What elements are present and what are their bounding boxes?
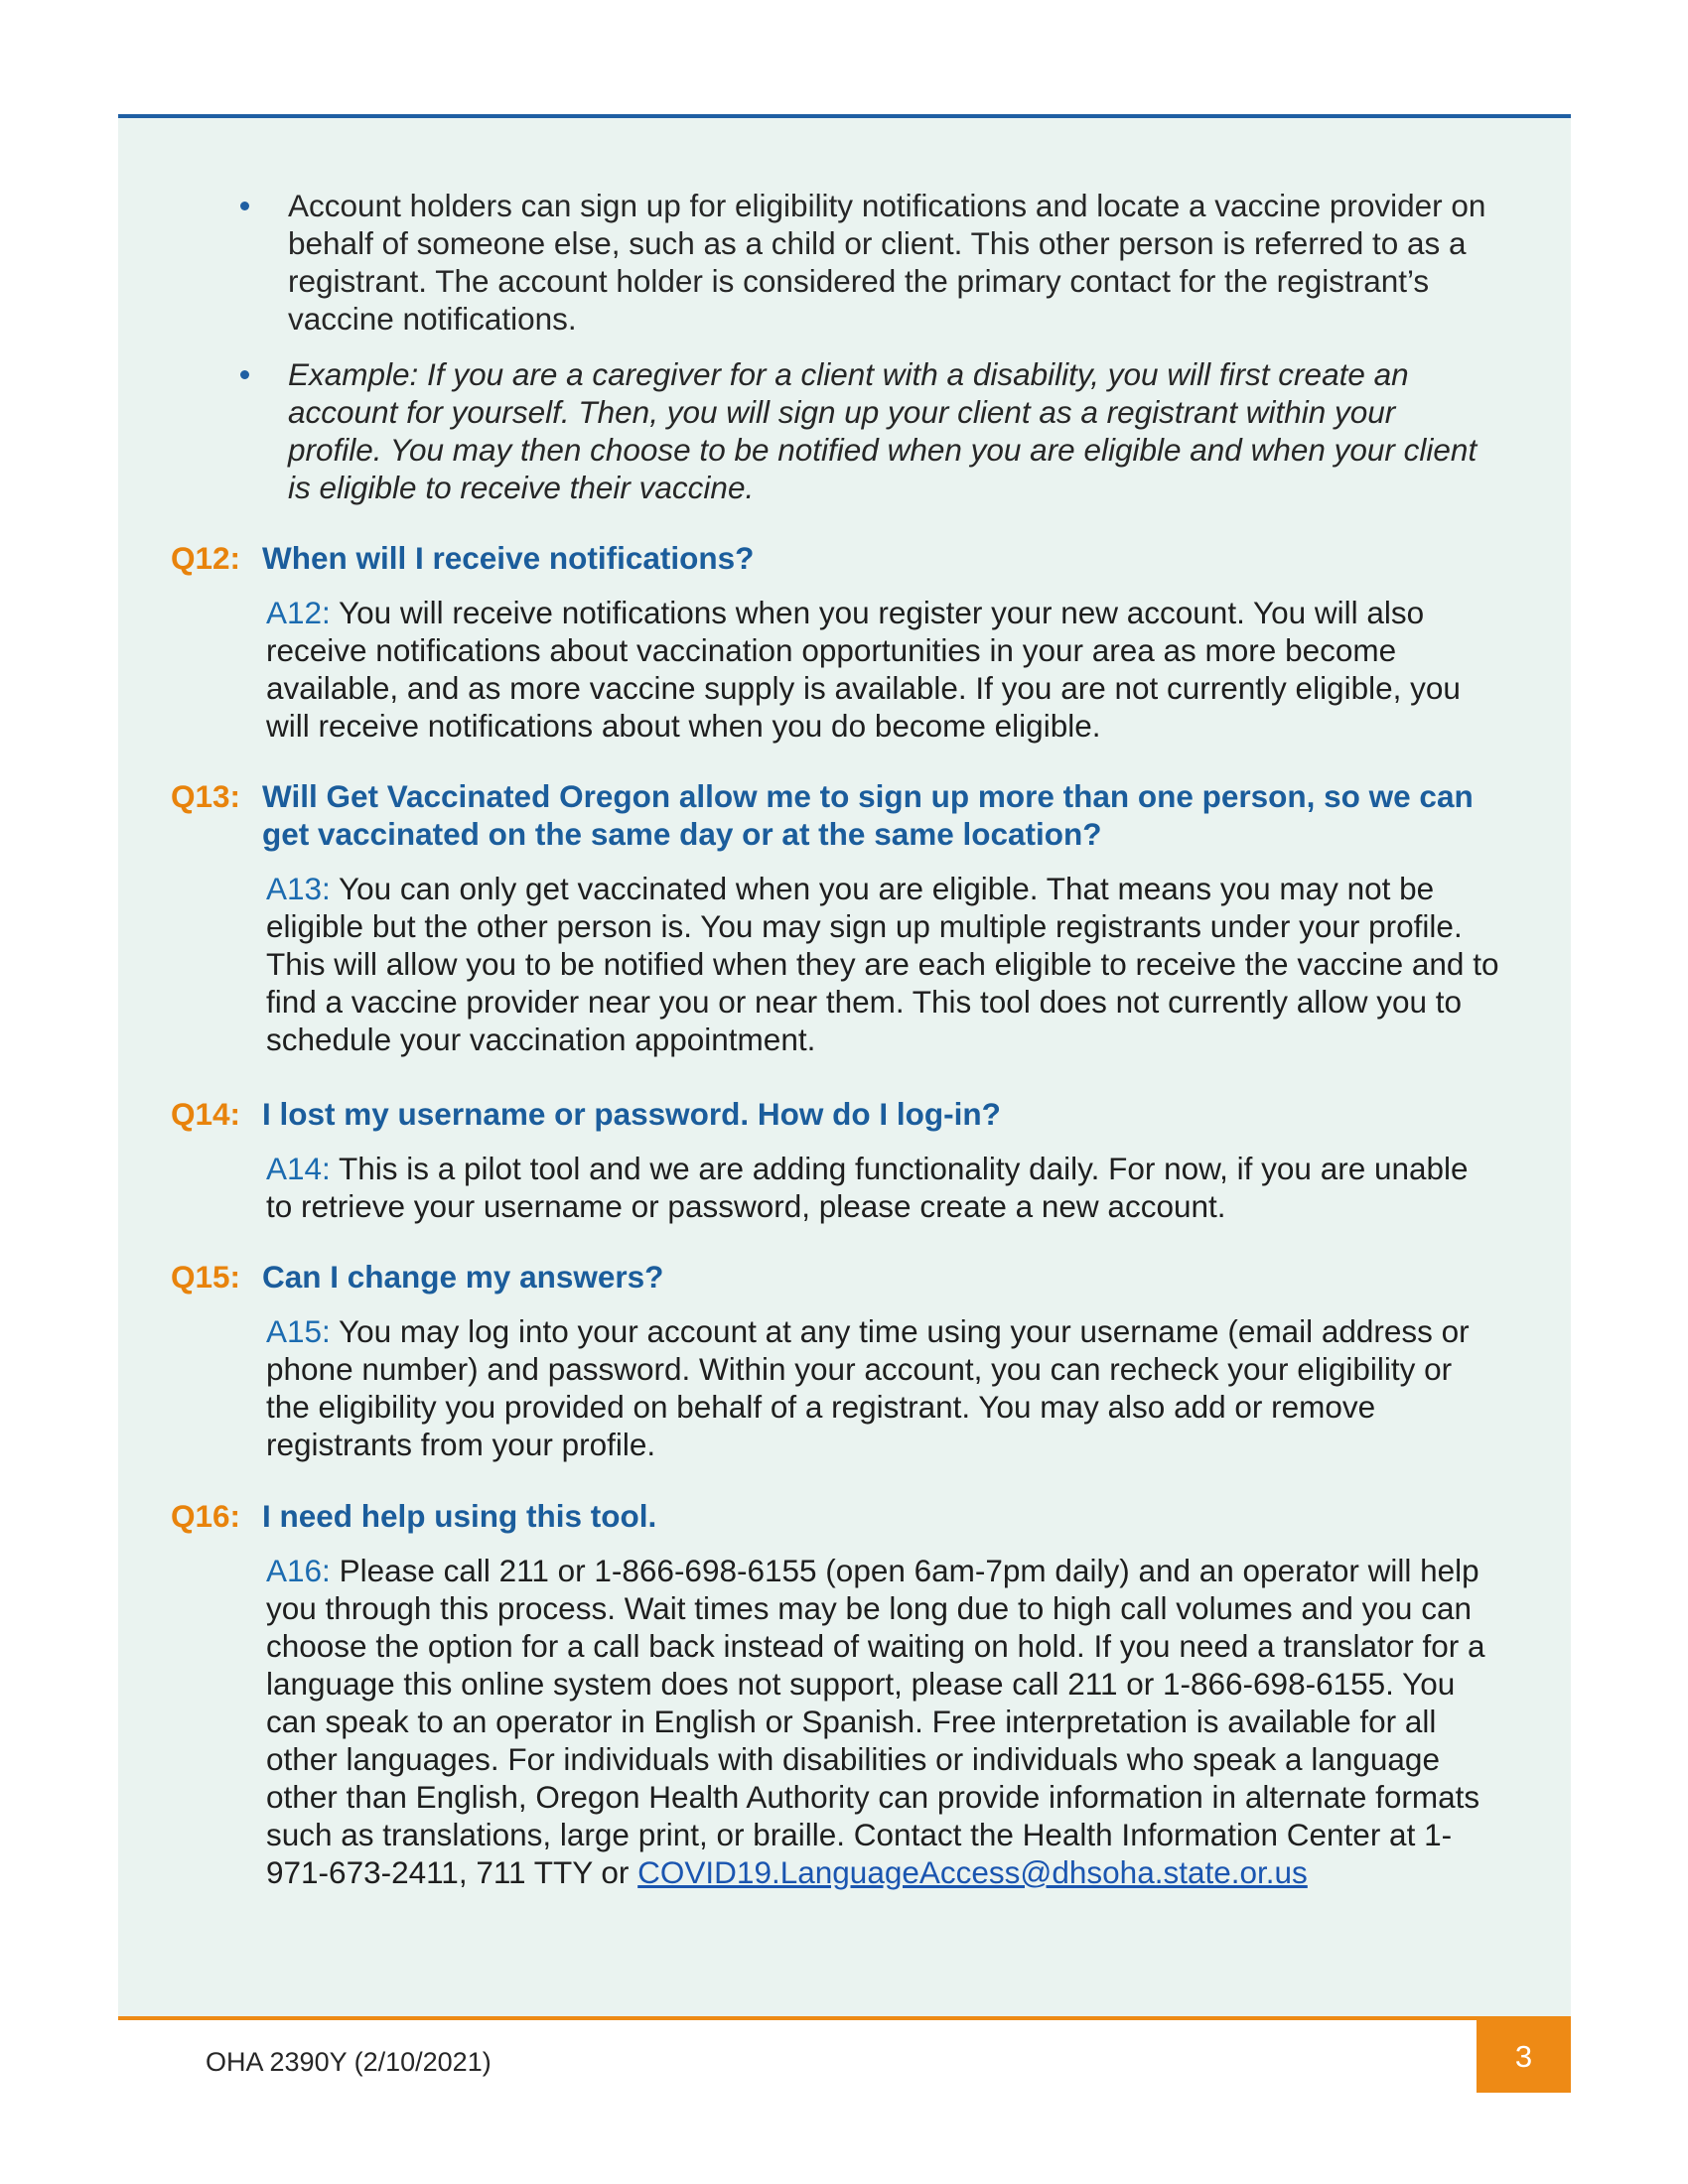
form-code: OHA 2390Y (2/10/2021) (206, 2047, 492, 2077)
answer-number: A15: (266, 1313, 331, 1349)
question-text: I need help using this tool. (262, 1498, 657, 1534)
answer-number: A12: (266, 595, 331, 630)
question (171, 777, 1501, 853)
answer-text: You can only get vaccinated when you are eligible. That means you may not be eligible but the other person is. You may sign up multiple registrants under your profile. This will allow you to be notified when they are each eligible to receive the vaccine and to find a vaccine provider near you or near them. This tool does not currently allow you to schedule your vaccination appointment. (266, 871, 1499, 1057)
bullet-dot-icon (240, 202, 249, 210)
question (171, 539, 1501, 577)
question-text: I lost my username or password. How do I log-in? (262, 1096, 1001, 1132)
answer-text: You may log into your account at any time using your username (email address or phone number) and password. Within your account, you can recheck your eligibility or the eligibility you provided on behalf of a registrant. You may also add or remove registrants from your profile. (266, 1313, 1470, 1462)
question (171, 1258, 1501, 1296)
faq-item-q15 (171, 1258, 1501, 1463)
bullet-text: Example: If you are a caregiver for a client with a disability, you will first create an account for yourself. Then, you will sign up your client as a registrant within your profile. You may then choose to be notified when you are eligible and when your client is eligible to receive their vaccine. (288, 356, 1477, 505)
answer-text: You will receive notifications when you register your new account. You will also receive notifications about vaccination opportunities in your area as more become available, and as more vaccine supply is available. If you are not currently eligible, you will receive notifications about when you do become eligible. (266, 595, 1461, 744)
bullet-dot-icon (240, 370, 249, 379)
answer (171, 1552, 1501, 1891)
bullet-text: Account holders can sign up for eligibility notifications and locate a vaccine provider on behalf of someone else, such as a child or client. This other person is referred to as a registrant. The account holder is considered the primary contact for the registrant’s vaccine notifications. (288, 188, 1486, 337)
faq-item-q16 (171, 1497, 1501, 1891)
question-number: Q15: (171, 1259, 241, 1295)
question-number: Q12: (171, 540, 241, 576)
faq-item-q13 (171, 777, 1501, 1058)
bullet-list (288, 187, 1489, 524)
answer-number: A14: (266, 1151, 331, 1186)
page-number: 3 (1477, 2020, 1571, 2093)
email-link[interactable]: COVID19.LanguageAccess@dhsoha.state.or.us (637, 1854, 1308, 1890)
question-number: Q16: (171, 1498, 241, 1534)
question-text: Will Get Vaccinated Oregon allow me to sign up more than one person, so we can get vaccinated on the same day or at the same location? (262, 778, 1474, 852)
question-text: When will I receive notifications? (262, 540, 755, 576)
faq-item-q12 (171, 539, 1501, 745)
question-number: Q13: (171, 778, 241, 814)
question-text: Can I change my answers? (262, 1259, 664, 1295)
answer (171, 1150, 1501, 1225)
answer-number: A16: (266, 1553, 331, 1588)
answer-text: This is a pilot tool and we are adding functionality daily. For now, if you are unable to retrieve your username or password, please create a new account. (266, 1151, 1469, 1224)
question (171, 1095, 1501, 1133)
bullet-item (288, 355, 1489, 506)
answer (171, 870, 1501, 1058)
answer (171, 1312, 1501, 1463)
answer (171, 594, 1501, 745)
answer-number: A13: (266, 871, 331, 906)
bullet-item (288, 187, 1489, 338)
footer-rule (118, 2016, 1571, 2020)
faq-item-q14 (171, 1095, 1501, 1225)
question-number: Q14: (171, 1096, 241, 1132)
answer-text: Please call 211 or 1-866-698-6155 (open 6am-7pm daily) and an operator will help you through this process. Wait times may be long due to high call volumes and you can choose the option for a call back instead of waiting on hold. If you need a translator for a language this online system does not support, please call 211 or 1-866-698-6155. You can speak to an operator in English or Spanish. Free interpretation is available for all other languages. For individuals with disabilities or individuals who speak a language other than English, Oregon Health Authority can provide information in alternate formats such as translations, large print, or braille. Contact the Health Information Center at 1-971-673-2411, 711 TTY or (266, 1553, 1485, 1890)
question (171, 1497, 1501, 1535)
